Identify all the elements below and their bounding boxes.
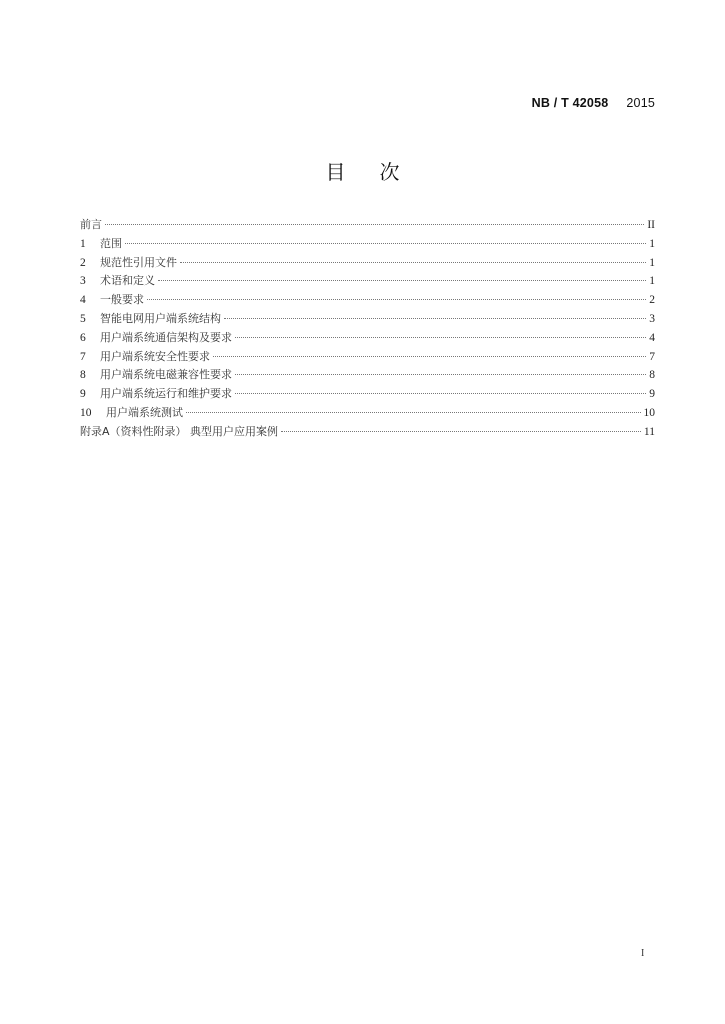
toc-entry-number: 7 — [80, 350, 86, 363]
standard-code-header — [532, 96, 655, 110]
standard-number: NB / T 42058 — [531, 96, 609, 110]
toc-entry-page: 1 — [649, 275, 655, 288]
toc-entry-appendix-a[interactable] — [80, 423, 655, 442]
toc-entry-number: 8 — [80, 369, 86, 382]
toc-entry-number: 4 — [80, 294, 86, 307]
page-title: 目次 — [325, 160, 434, 184]
toc-entry-label: 附录A（资料性附录） 典型用户应用案例 — [80, 424, 279, 438]
dot-leader — [235, 373, 646, 375]
toc-entry-number: 9 — [80, 388, 86, 401]
toc-entry-9[interactable] — [80, 385, 655, 404]
toc-entry-page: 1 — [649, 237, 655, 250]
toc-entry-page: 8 — [649, 369, 655, 382]
toc-entry-1[interactable] — [80, 235, 655, 254]
toc-entry-4[interactable] — [80, 291, 655, 310]
toc-entry-page: 9 — [649, 388, 655, 401]
toc-entry-number: 2 — [80, 256, 86, 269]
toc-entry-label: 用户端系统测试 — [106, 405, 183, 419]
toc-entry-2[interactable] — [80, 254, 655, 273]
dot-leader — [186, 411, 641, 413]
dot-leader — [235, 336, 646, 338]
toc-entry-label: 用户端系统通信架构及要求 — [100, 330, 232, 344]
dot-leader — [105, 223, 644, 225]
toc-entry-page: 10 — [643, 406, 655, 419]
toc-entry-page: 3 — [649, 312, 655, 325]
dot-leader — [224, 317, 646, 319]
toc-entry-label: 规范性引用文件 — [100, 255, 177, 269]
toc-entry-page: 11 — [643, 425, 655, 438]
page-number: I — [641, 948, 645, 959]
toc-entry-page: II — [647, 219, 655, 231]
toc-entry-number: 5 — [80, 312, 86, 325]
dot-leader — [147, 298, 646, 300]
toc-entry-page: 2 — [649, 294, 655, 307]
toc-entry-label: 用户端系统电磁兼容性要求 — [100, 368, 232, 382]
toc-entry-label: 智能电网用户端系统结构 — [100, 311, 221, 325]
toc-entry-page: 7 — [649, 350, 655, 363]
dot-leader — [213, 355, 646, 357]
toc-entry-5[interactable] — [80, 310, 655, 329]
toc-entry-6[interactable] — [80, 329, 655, 348]
toc-entry-7[interactable] — [80, 348, 655, 367]
toc-entry-label: 术语和定义 — [100, 274, 155, 288]
toc-entry-page: 4 — [649, 331, 655, 344]
toc-entry-label: 用户端系统运行和维护要求 — [100, 387, 232, 401]
dot-leader — [281, 430, 641, 432]
toc-entry-number: 1 — [80, 237, 86, 250]
dot-leader — [125, 242, 646, 244]
dot-leader — [235, 392, 646, 394]
toc-entry-8[interactable] — [80, 366, 655, 385]
table-of-contents — [80, 216, 655, 442]
toc-entry-label: 范围 — [100, 236, 122, 250]
toc-entry-number: 10 — [80, 406, 92, 419]
toc-entry-number: 6 — [80, 331, 86, 344]
toc-entry-3[interactable] — [80, 272, 655, 291]
toc-entry-foreword[interactable] — [80, 216, 655, 235]
toc-entry-10[interactable] — [80, 404, 655, 423]
dot-leader — [180, 261, 646, 263]
standard-year: 2015 — [626, 96, 655, 110]
toc-entry-number: 3 — [80, 275, 86, 288]
toc-entry-label: 用户端系统安全性要求 — [100, 349, 210, 363]
toc-entry-page: 1 — [649, 256, 655, 269]
dot-leader — [158, 279, 646, 281]
toc-entry-label: 前言 — [80, 218, 102, 231]
toc-entry-label: 一般要求 — [100, 293, 144, 307]
